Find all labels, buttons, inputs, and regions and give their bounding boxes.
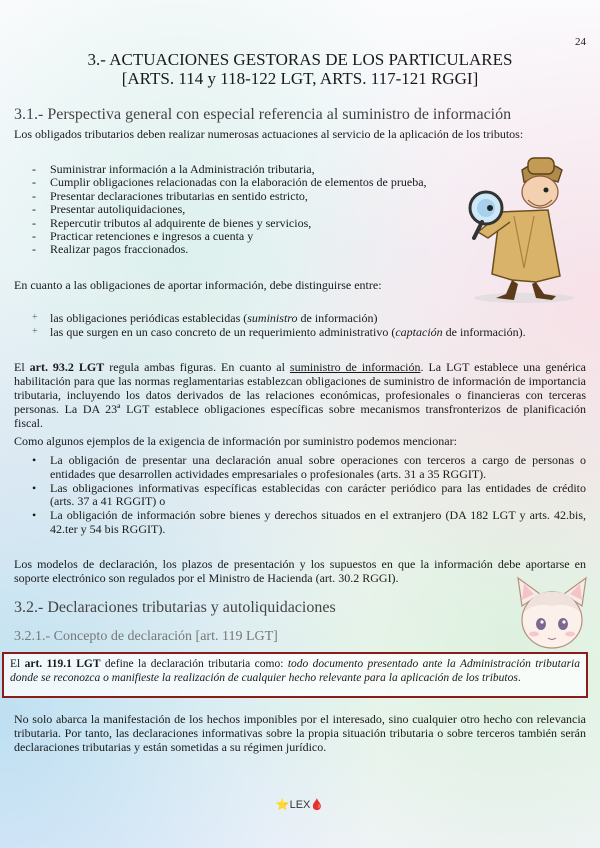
title-line-1: 3.- ACTUACIONES GESTORAS DE LOS PARTICULARES [87, 50, 513, 69]
page-number: 24 [575, 36, 586, 48]
list-item: • La obligación de presentar una declaración anual sobre operaciones con terceros a cargo de personas o entidades que desarrollen actividades empresariales o profesionales (arts. 31 a 35 RGGIT). [30, 454, 586, 482]
art93-paragraph: El art. 93.2 LGT regula ambas figuras. En cuanto al suministro de información. La LGT establece una genérica habilitación para que las normas reglamentarias establezcan obligaciones de suministro de información de importancia tributaria, incluyendo los datos derivados de las relaciones económicas, profesionales o financieras con terceras personas. La DA 23ª LGT establece obligaciones específicas sobre mecanismos transfronterizos de planificación fiscal. [14, 360, 587, 430]
list-item: + las obligaciones periódicas establecidas (suministro de información) [30, 311, 586, 325]
scope-paragraph: No solo abarca la manifestación de los hechos imponibles por el interesado, sino cualquier otro hecho con relevancia tributaria. Por tanto, las declaraciones informativas sobre la propia situación tributaria o sobre terceros también serán declaraciones tributarias y están sometidas a su régimen jurídico. [14, 712, 586, 754]
list-item: - Repercutir tributos al adquirente de bienes y servicios, [30, 217, 450, 230]
actions-list [30, 163, 450, 257]
detective-illustration [452, 148, 592, 306]
examples-list [30, 454, 586, 537]
footer-logo [0, 798, 600, 811]
list-item: - Suministrar información a la Administración tributaria, [30, 163, 450, 176]
info-intro-paragraph: En cuanto a las obligaciones de aportar información, debe distinguirse entre: [14, 278, 382, 292]
star-icon: ⭐ [275, 799, 290, 811]
intro-paragraph: Los obligados tributarios deben realizar numerosas actuaciones al servicio de la aplicación de los tributos: [14, 127, 524, 141]
section-heading-3-1: 3.1.- Perspectiva general con especial referencia al suministro de información [14, 106, 512, 123]
subsection-heading-3-2-1: 3.2.1.- Concepto de declaración [art. 119 LGT] [14, 629, 278, 644]
cat-character-illustration [512, 572, 592, 652]
brand-name: LEX [289, 799, 311, 811]
definition-box: El art. 119.1 LGT define la declaración tributaria como: todo documento presentado ante la Administración tributaria donde se reconozca o manifieste la realización de cualquier hecho relevante para la aplicación de los tributos. [2, 652, 588, 698]
page-title [0, 50, 600, 88]
examples-intro-paragraph: Como algunos ejemplos de la exigencia de información por suministro podemos mencionar: [14, 434, 457, 448]
info-types-list [30, 311, 586, 339]
title-line-2: [ARTS. 114 y 118-122 LGT, ARTS. 117-121 RGGI] [121, 69, 479, 88]
list-item: - Cumplir obligaciones relacionadas con la elaboración de elementos de prueba, [30, 176, 450, 189]
list-item: - Practicar retenciones e ingresos a cuenta y [30, 230, 450, 243]
list-item: • Las obligaciones informativas específicas establecidas con carácter periódico para las entidades de crédito (arts. 37 a 41 RGGIT) o [30, 482, 586, 510]
list-item: • La obligación de información sobre bienes y derechos situados en el extranjero (DA 182 LGT y arts. 42.bis, 42.ter y 54 bis RGGIT). [30, 509, 586, 537]
models-paragraph: Los modelos de declaración, los plazos de presentación y los supuestos en que la información debe aportarse en soporte electrónico son regulados por el Ministro de Hacienda (art. 30.2 RGGI). [14, 557, 586, 585]
list-item: - Presentar autoliquidaciones, [30, 203, 450, 216]
section-heading-3-2: 3.2.- Declaraciones tributarias y autoliquidaciones [14, 599, 336, 616]
list-item: - Realizar pagos fraccionados. [30, 243, 450, 256]
drop-icon: 🩸 [310, 799, 325, 811]
list-item: - Presentar declaraciones tributarias en sentido estricto, [30, 190, 450, 203]
list-item: + las que surgen en un caso concreto de un requerimiento administrativo (captación de información). [30, 325, 586, 339]
